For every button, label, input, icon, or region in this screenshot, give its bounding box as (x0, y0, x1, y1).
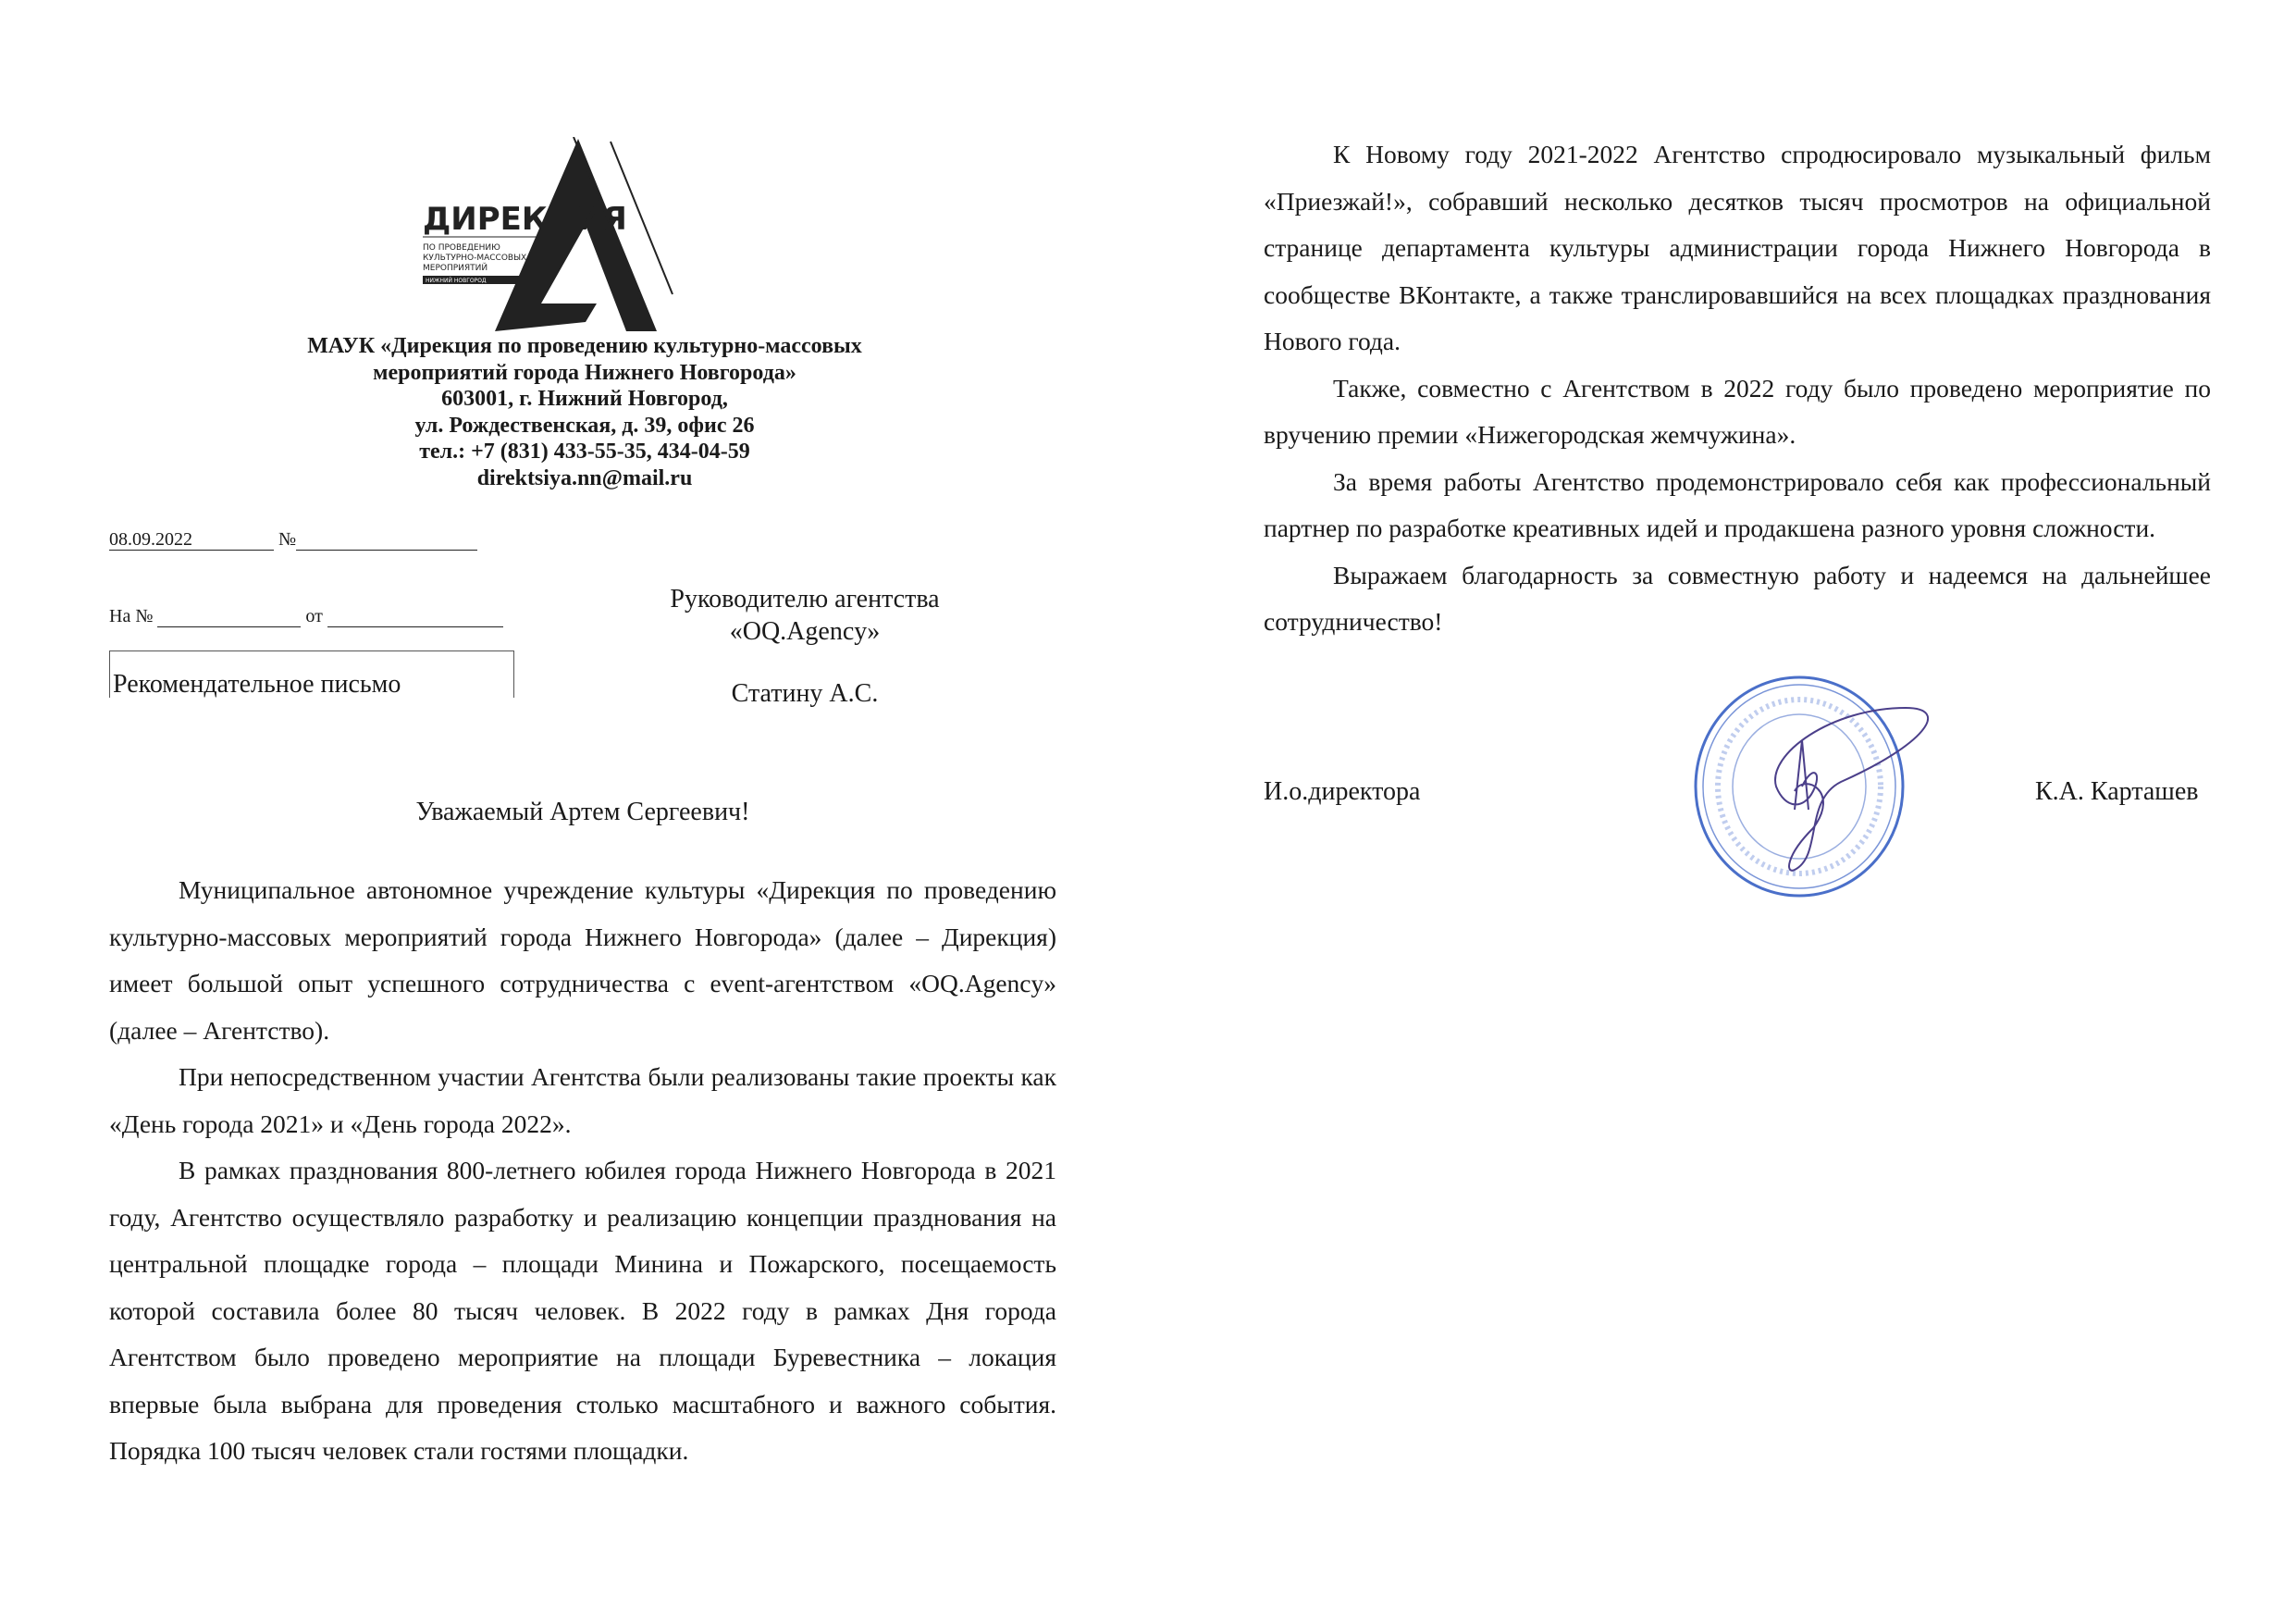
org-email: direktsiya.nn@mail.ru (476, 465, 693, 490)
date-field: 08.09.2022 (109, 529, 274, 551)
stamp-and-signature-icon (1693, 671, 1933, 902)
addressee-name: Статину А.С. (731, 679, 879, 708)
subject: Рекомендательное письмо (113, 670, 401, 699)
svg-text:ПО ПРОВЕДЕНИЮ: ПО ПРОВЕДЕНИЮ (423, 243, 500, 253)
org-name-line1: МАУК «Дирекция по проведению культурно-массовых (307, 334, 862, 358)
org-name-line2: мероприятий города Нижнего Новгорода» (373, 360, 796, 385)
org-address-line2: ул. Рождественская, д. 39, офис 26 (414, 413, 755, 438)
reply-number-label: На № (109, 606, 154, 626)
addressee-company: «OQ.Agency» (729, 617, 881, 646)
letter-body-right (1264, 131, 2211, 646)
paragraph: В рамках празднования 800-летнего юбилея города Нижнего Новгорода в 2021 году, Агентство осуществляло разработку и реализацию концепции празднования на центральной площадке города – площади Минина и Пожарского, посещаемость которой составила более 80 тысяч человек. В 2022 году в рамках Дня города Агентством было проведено мероприятие на площади Буревестника – локация впервые была выбрана для проведения столько масштабного и важного события. Порядка 100 тысяч человек стали гостями площадки. (109, 1156, 1056, 1465)
signatory-title: И.о.директора (1264, 777, 1421, 806)
number-label: № (278, 529, 297, 550)
addressee (592, 583, 1018, 710)
svg-text:МЕРОПРИЯТИЙ: МЕРОПРИЯТИЙ (423, 264, 488, 273)
paragraph: За время работы Агентство продемонстрировало себя как профессиональный партнер по разработке креативных идей и продакшена разного уровня сложности. (1264, 466, 2211, 542)
signatory-name: К.А. Карташев (2035, 777, 2199, 806)
organization-logo (421, 137, 745, 336)
paragraph: Также, совместно с Агентством в 2022 году было проведено мероприятие по вручению премии «Нижегородская жемчужина». (1264, 373, 2211, 449)
paragraph: Выражаем благодарность за совместную работу и надеемся на дальнейшее сотрудничество! (1264, 560, 2211, 636)
organization-header (215, 333, 955, 492)
date-number-line (109, 529, 477, 551)
org-address-line1: 603001, г. Нижний Новгород, (441, 387, 728, 412)
number-field (296, 529, 477, 551)
svg-text:КУЛЬТУРНО-МАССОВЫХ: КУЛЬТУРНО-МАССОВЫХ (423, 254, 527, 263)
addressee-position: Руководителю агентства (670, 585, 940, 613)
reply-date-field (327, 606, 503, 627)
svg-text:НИЖНИЙ НОВГОРОД: НИЖНИЙ НОВГОРОД (426, 278, 487, 284)
letter-body-left (109, 867, 1056, 1475)
greeting: Уважаемый Артем Сергеевич! (415, 798, 750, 826)
org-phone: тел.: +7 (831) 433-55-35, 434-04-59 (419, 440, 750, 465)
reference-line (109, 606, 503, 627)
reply-from-label: от (305, 606, 323, 626)
paragraph: При непосредственном участии Агентства были реализованы такие проекты как «День города 2021» и «День города 2022». (109, 1062, 1056, 1138)
reply-number-field (157, 606, 301, 627)
svg-text:ДИРЕКЦИЯ: ДИРЕКЦИЯ (423, 201, 627, 238)
paragraph: К Новому году 2021-2022 Агентство спродюсировало музыкальный фильм «Приезжай!», собравший несколько десятков тысяч просмотров на официальной странице департамента культуры администрации города Нижнего Новгорода в сообществе ВКонтакте, а также транслировавшийся на всех площадках празднования Нового года. (1264, 140, 2211, 355)
paragraph: Муниципальное автономное учреждение культуры «Дирекция по проведению культурно-массовых мероприятий города Нижнего Новгорода» (далее – Дирекция) имеет большой опыт успешного сотрудничества с event-агентством «OQ.Agency» (далее – Агентство). (109, 875, 1056, 1045)
